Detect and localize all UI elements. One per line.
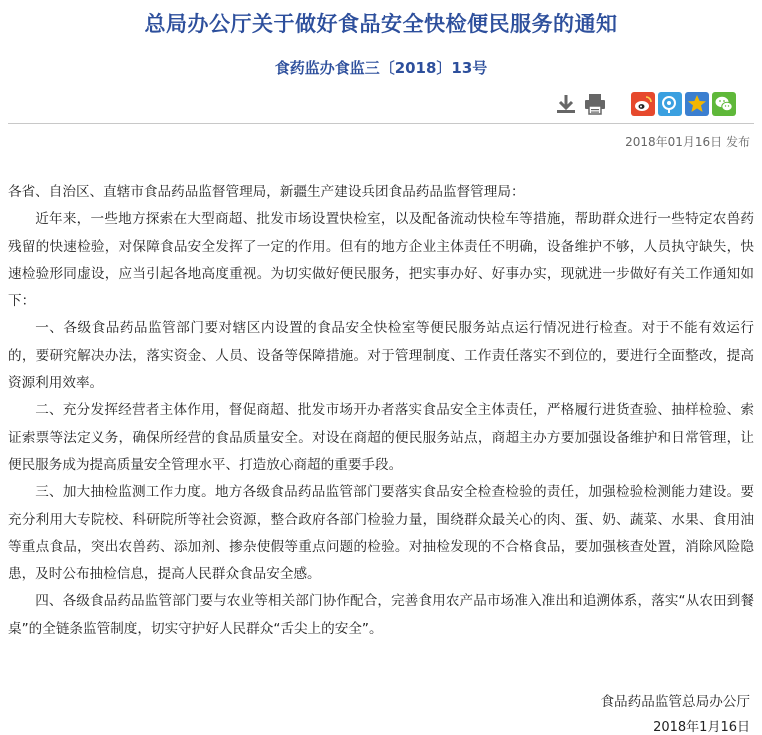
notice-body: [8, 179, 754, 643]
print-icon[interactable]: [583, 92, 607, 116]
paragraph-item-4: 四、各级食品药品监管部门要与农业等相关部门协作配合，完善食用农产品市场准入准出和追溯体系，落实“从农田到餐桌”的全链条监管制度，切实守护好人民群众“舌尖上的安全”。: [8, 593, 754, 637]
paragraph-item-1: 一、各级食品药品监管部门要对辖区内设置的食品安全快检室等便民服务站点运行情况进行检查。对于不能有效运行的，要研究解决办法，落实资金、人员、设备等保障措施。对于管理制度、工作责任落实不到位的，要进行全面整改，提高资源利用效率。: [8, 320, 754, 392]
publish-date: 2018年01月16日: [625, 135, 723, 149]
qzone-star-icon[interactable]: [685, 92, 709, 116]
paragraph-item-2: 二、充分发挥经营者主体作用，督促商超、批发市场开办者落实食品安全主体责任，严格履行进货查验、抽样检验、索证索票等法定义务，确保所经营的食品质量安全。对设在商超的便民服务站点，商超主办方要加强设备维护和日常管理，让便民服务成为提高质量安全管理水平、打造放心商超的重要手段。: [8, 402, 754, 473]
page-title: 总局办公厅关于做好食品安全快检便民服务的通知: [144, 12, 618, 36]
salutation: 各省、自治区、直辖市食品药品监督管理局，新疆生产建设兵团食品药品监督管理局：: [8, 184, 525, 200]
publish-info: [625, 133, 750, 150]
signature-issuer: 食品药品监管总局办公厅: [600, 694, 750, 710]
download-icon[interactable]: [554, 92, 578, 116]
document-number: 食药监办食监三〔2018〕13号: [274, 59, 488, 77]
wechat-icon[interactable]: [712, 92, 736, 116]
paragraph-intro: 近年来，一些地方探索在大型商超、批发市场设置快检室，以及配备流动快检车等措施，帮助群众进行一些特定农兽药残留的快速检验，对保障食品安全发挥了一定的作用。但有的地方企业主体责任不明确，设备维护不够，人员执守缺失，快速检验形同虚设，应当引起各地高度重视。为切实做好便民服务，把实事办好、好事办实，现就进一步做好有关工作通知如下：: [8, 211, 754, 310]
toolbar: [554, 92, 754, 116]
publish-label: 发布: [725, 135, 750, 149]
signature-date: 2018年1月16日: [653, 720, 750, 735]
header-divider: [8, 123, 754, 124]
weibo-icon[interactable]: [631, 92, 655, 116]
tencent-icon[interactable]: [658, 92, 682, 116]
paragraph-item-3: 三、加大抽检监测工作力度。地方各级食品药品监管部门要落实食品安全检查检验的责任，加强检验检测能力建设。要充分利用大专院校、科研院所等社会资源，整合政府各部门检验力量，围绕群众最关心的肉、蛋、奶、蔬菜、水果、食用油等重点食品，突出农兽药、添加剂、掺杂使假等重点问题的检验。对抽检发现的不合格食品，要加强核查处置，消除风险隐患，及时公布抽检信息，提高人民群众食品安全感。: [8, 484, 754, 583]
